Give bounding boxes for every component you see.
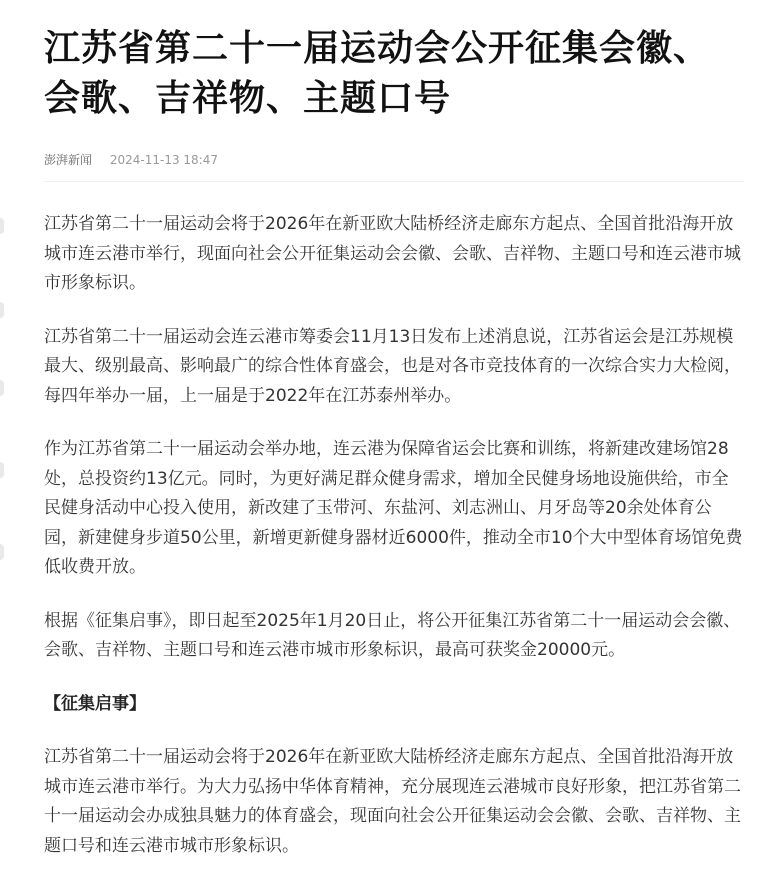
article-source[interactable]: 澎湃新闻 <box>44 153 93 167</box>
section-heading: 【征集启事】 <box>44 693 146 714</box>
article-paragraph: 根据《征集启事》，即日起至2025年1月20日止，将公开征集江苏省第二十一届运动会会徽、会歌、吉祥物、主题口号和连云港市城市形象标识，最高可获奖金20000元。 <box>44 610 741 660</box>
article-timestamp: 2024-11-13 18:47 <box>109 153 218 167</box>
article-title: 江苏省第二十一届运动会公开征集会徽、会歌、吉祥物、主题口号 <box>44 28 711 119</box>
article-paragraph: 江苏省第二十一届运动会连云港市筹委会11月13日发布上述消息说，江苏省运会是江苏规模最大、级别最高、影响最广的综合性体育盛会，也是对各市竞技体育的一次综合实力大检阅，每四年举办一届，上一届是于2022年在江苏泰州举办。 <box>44 326 741 406</box>
article-paragraph: 江苏省第二十一届运动会将于2026年在新亚欧大陆桥经济走廊东方起点、全国首批沿海开放城市连云港市举行，现面向社会公开征集运动会会徽、会歌、吉祥物、主题口号和连云港市城市形象标识。 <box>44 214 741 293</box>
left-edge-mark <box>0 380 4 396</box>
left-edge-mark <box>0 302 4 318</box>
article-paragraph: 作为江苏省第二十一届运动会举办地，连云港为保障省运会比赛和训练，将新建改建场馆28处，总投资约13亿元。同时，为更好满足群众健身需求，增加全民健身场地设施供给，市全民健身活动中心投入使用，新改建了玉带河、东盐河、刘志洲山、月牙岛等20余处体育公园，新建健身步道50公里，新增更新健身器材近6000件，推动全市10个大中型体育场馆免费低收费开放。 <box>44 439 743 577</box>
article-body <box>44 210 744 861</box>
left-edge-mark <box>0 218 4 234</box>
left-edge-mark <box>0 462 4 478</box>
article <box>44 0 744 885</box>
section-paragraph: 江苏省第二十一届运动会将于2026年在新亚欧大陆桥经济走廊东方起点、全国首批沿海开放城市连云港市举行。为大力弘扬中华体育精神，充分展现连云港城市良好形象，把江苏省第二十一届运动会办成独具魅力的体育盛会，现面向社会公开征集运动会会徽、会歌、吉祥物、主题口号和连云港市城市形象标识。 <box>44 747 741 856</box>
left-edge-mark <box>0 544 4 560</box>
meta-divider <box>44 181 744 182</box>
article-meta <box>44 150 744 170</box>
